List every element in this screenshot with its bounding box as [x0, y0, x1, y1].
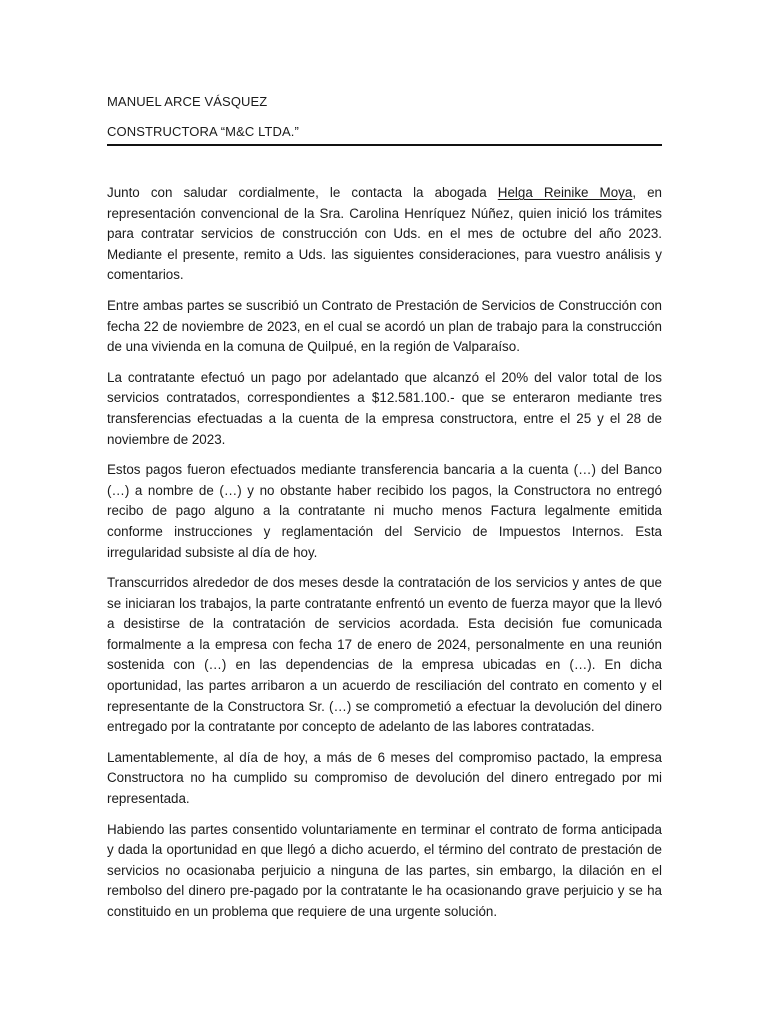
paragraph-3: La contratante efectuó un pago por adelantado que alcanzó el 20% del valor total de los servicios contratados, correspondientes a $12.581.100.- que se enteraron mediante tres transferencias efectuadas a la cuenta de la empresa constructora, entre el 25 y el 28 de noviembre de 2023.: [107, 369, 662, 447]
paragraph-2: Entre ambas partes se suscribió un Contrato de Prestación de Servicios de Construcción con fecha 22 de noviembre de 2023, en el cual se acordó un plan de trabajo para la construcción de una vivienda en la comuna de Quilpué, en la región de Valparaíso.: [107, 297, 662, 355]
paragraph-5: Transcurridos alrededor de dos meses desde la contratación de los servicios y antes de que se iniciaran los trabajos, la parte contratante enfrentó un evento de fuerza mayor que la llevó a desistirse de la contratación de servicios acordada. Esta decisión fue comunicada formalmente a la empresa con fecha 17 de enero de 2024, personalmente en una reunión sostenida con (…) en las dependencias de la empresa ubicadas en (…). En dicha oportunidad, las partes arribaron a un acuerdo de resciliación del contrato en comento y el representante de la Constructora Sr. (…) se comprometió a efectuar la devolución del dinero entregado por la contratante por concepto de adelanto de las labores contratadas.: [107, 575, 662, 735]
lawyer-name: Helga Reinike Moya: [497, 185, 633, 200]
paragraph-4: Estos pagos fueron efectuados mediante transferencia bancaria a la cuenta (…) del Banco (…) a nombre de (…) y no obstante haber recibido los pagos, la Constructora no entregó recibo de pago alguno a la contratante ni mucho menos Factura legalmente emitida conforme instrucciones y reglamentación del Servicio de Impuestos Internos. Esta irregularidad subsiste al día de hoy.: [107, 462, 662, 560]
paragraph-1-rest: , en representación convencional de la Sra. Carolina Henríquez Núñez, quien inició los trámites para contratar servicios de construcción con Uds. en el mes de octubre del año 2023. Mediante el presente, remito a Uds. las siguientes consideraciones, para vuestro análisis y comentarios.: [107, 185, 662, 283]
letter-page: [107, 92, 662, 933]
header-divider: [107, 144, 662, 146]
sender-name: MANUEL ARCE VÁSQUEZ: [107, 94, 268, 109]
paragraph-1-intro: Junto con saludar cordialmente, le contacta la abogada: [107, 185, 498, 200]
paragraph-6: Lamentablemente, al día de hoy, a más de 6 meses del compromiso pactado, la empresa Constructora no ha cumplido su compromiso de devolución del dinero entregado por mi representada.: [107, 749, 662, 807]
paragraph-7: Habiendo las partes consentido voluntariamente en terminar el contrato de forma anticipada y dada la oportunidad en que llegó a dicho acuerdo, el término del contrato de prestación de servicios no ocasionaba perjuicio a ninguna de las partes, sin embargo, la dilación en el rembolso del dinero pre-pagado por la contratante le ha ocasionando grave perjuicio y se ha constituido en un problema que requiere de una urgente solución.: [107, 821, 662, 919]
company-name: CONSTRUCTORA “M&C LTDA.”: [107, 124, 299, 139]
letter-body: [107, 183, 662, 923]
paragraph-1: [107, 183, 662, 286]
